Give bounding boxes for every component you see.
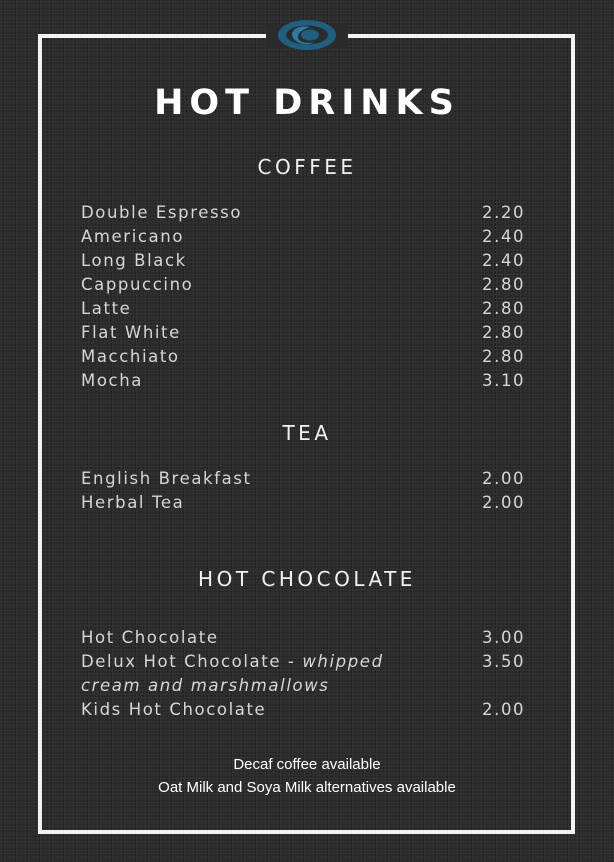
item-name: Herbal Tea (81, 493, 185, 512)
item-price: 2.40 (482, 251, 526, 270)
item-name: Delux Hot Chocolate - (81, 652, 303, 671)
list-item (81, 273, 531, 297)
brand-logo-icon (276, 18, 338, 52)
decaf-note: Decaf coffee available (233, 756, 381, 773)
item-price: 2.20 (482, 203, 526, 222)
coffee-list (81, 201, 531, 393)
item-price: 2.80 (482, 275, 526, 294)
section-title-tea: TEA (282, 421, 332, 445)
item-name: Mocha (81, 371, 143, 390)
item-description: whipped cream and marshmallows (81, 652, 384, 695)
item-name: English Breakfast (81, 469, 252, 488)
item-name: Long Black (81, 251, 187, 270)
hot-chocolate-list (81, 626, 531, 722)
item-price: 2.80 (482, 347, 526, 366)
item-name: Macchiato (81, 347, 180, 366)
item-price: 3.50 (482, 652, 526, 671)
list-item (81, 626, 531, 650)
list-item (81, 321, 531, 345)
item-price: 3.10 (482, 371, 526, 390)
list-item (81, 225, 531, 249)
item-name: Americano (81, 227, 185, 246)
item-name: Cappuccino (81, 275, 194, 294)
tea-list (81, 467, 531, 515)
item-name: Hot Chocolate (81, 628, 219, 647)
section-title-coffee: COFFEE (257, 155, 357, 179)
list-item (81, 345, 531, 369)
item-name: Kids Hot Chocolate (81, 700, 267, 719)
item-price: 2.00 (482, 493, 526, 512)
item-name: Double Espresso (81, 203, 243, 222)
item-price: 2.00 (482, 469, 526, 488)
item-name: Latte (81, 299, 132, 318)
menu-title: HOT DRINKS (154, 83, 460, 123)
list-item (81, 650, 531, 698)
item-price: 2.00 (482, 700, 526, 719)
list-item (81, 249, 531, 273)
item-price: 3.00 (482, 628, 526, 647)
item-price: 2.80 (482, 299, 526, 318)
list-item (81, 698, 531, 722)
section-title-hot-chocolate: HOT CHOCOLATE (198, 567, 416, 591)
item-name: Flat White (81, 323, 181, 342)
list-item (81, 297, 531, 321)
list-item (81, 201, 531, 225)
item-price: 2.80 (482, 323, 526, 342)
item-price: 2.40 (482, 227, 526, 246)
list-item (81, 369, 531, 393)
milk-alternatives-note: Oat Milk and Soya Milk alternatives available (158, 779, 456, 796)
item-name-with-description (81, 650, 411, 698)
list-item (81, 491, 531, 515)
list-item (81, 467, 531, 491)
